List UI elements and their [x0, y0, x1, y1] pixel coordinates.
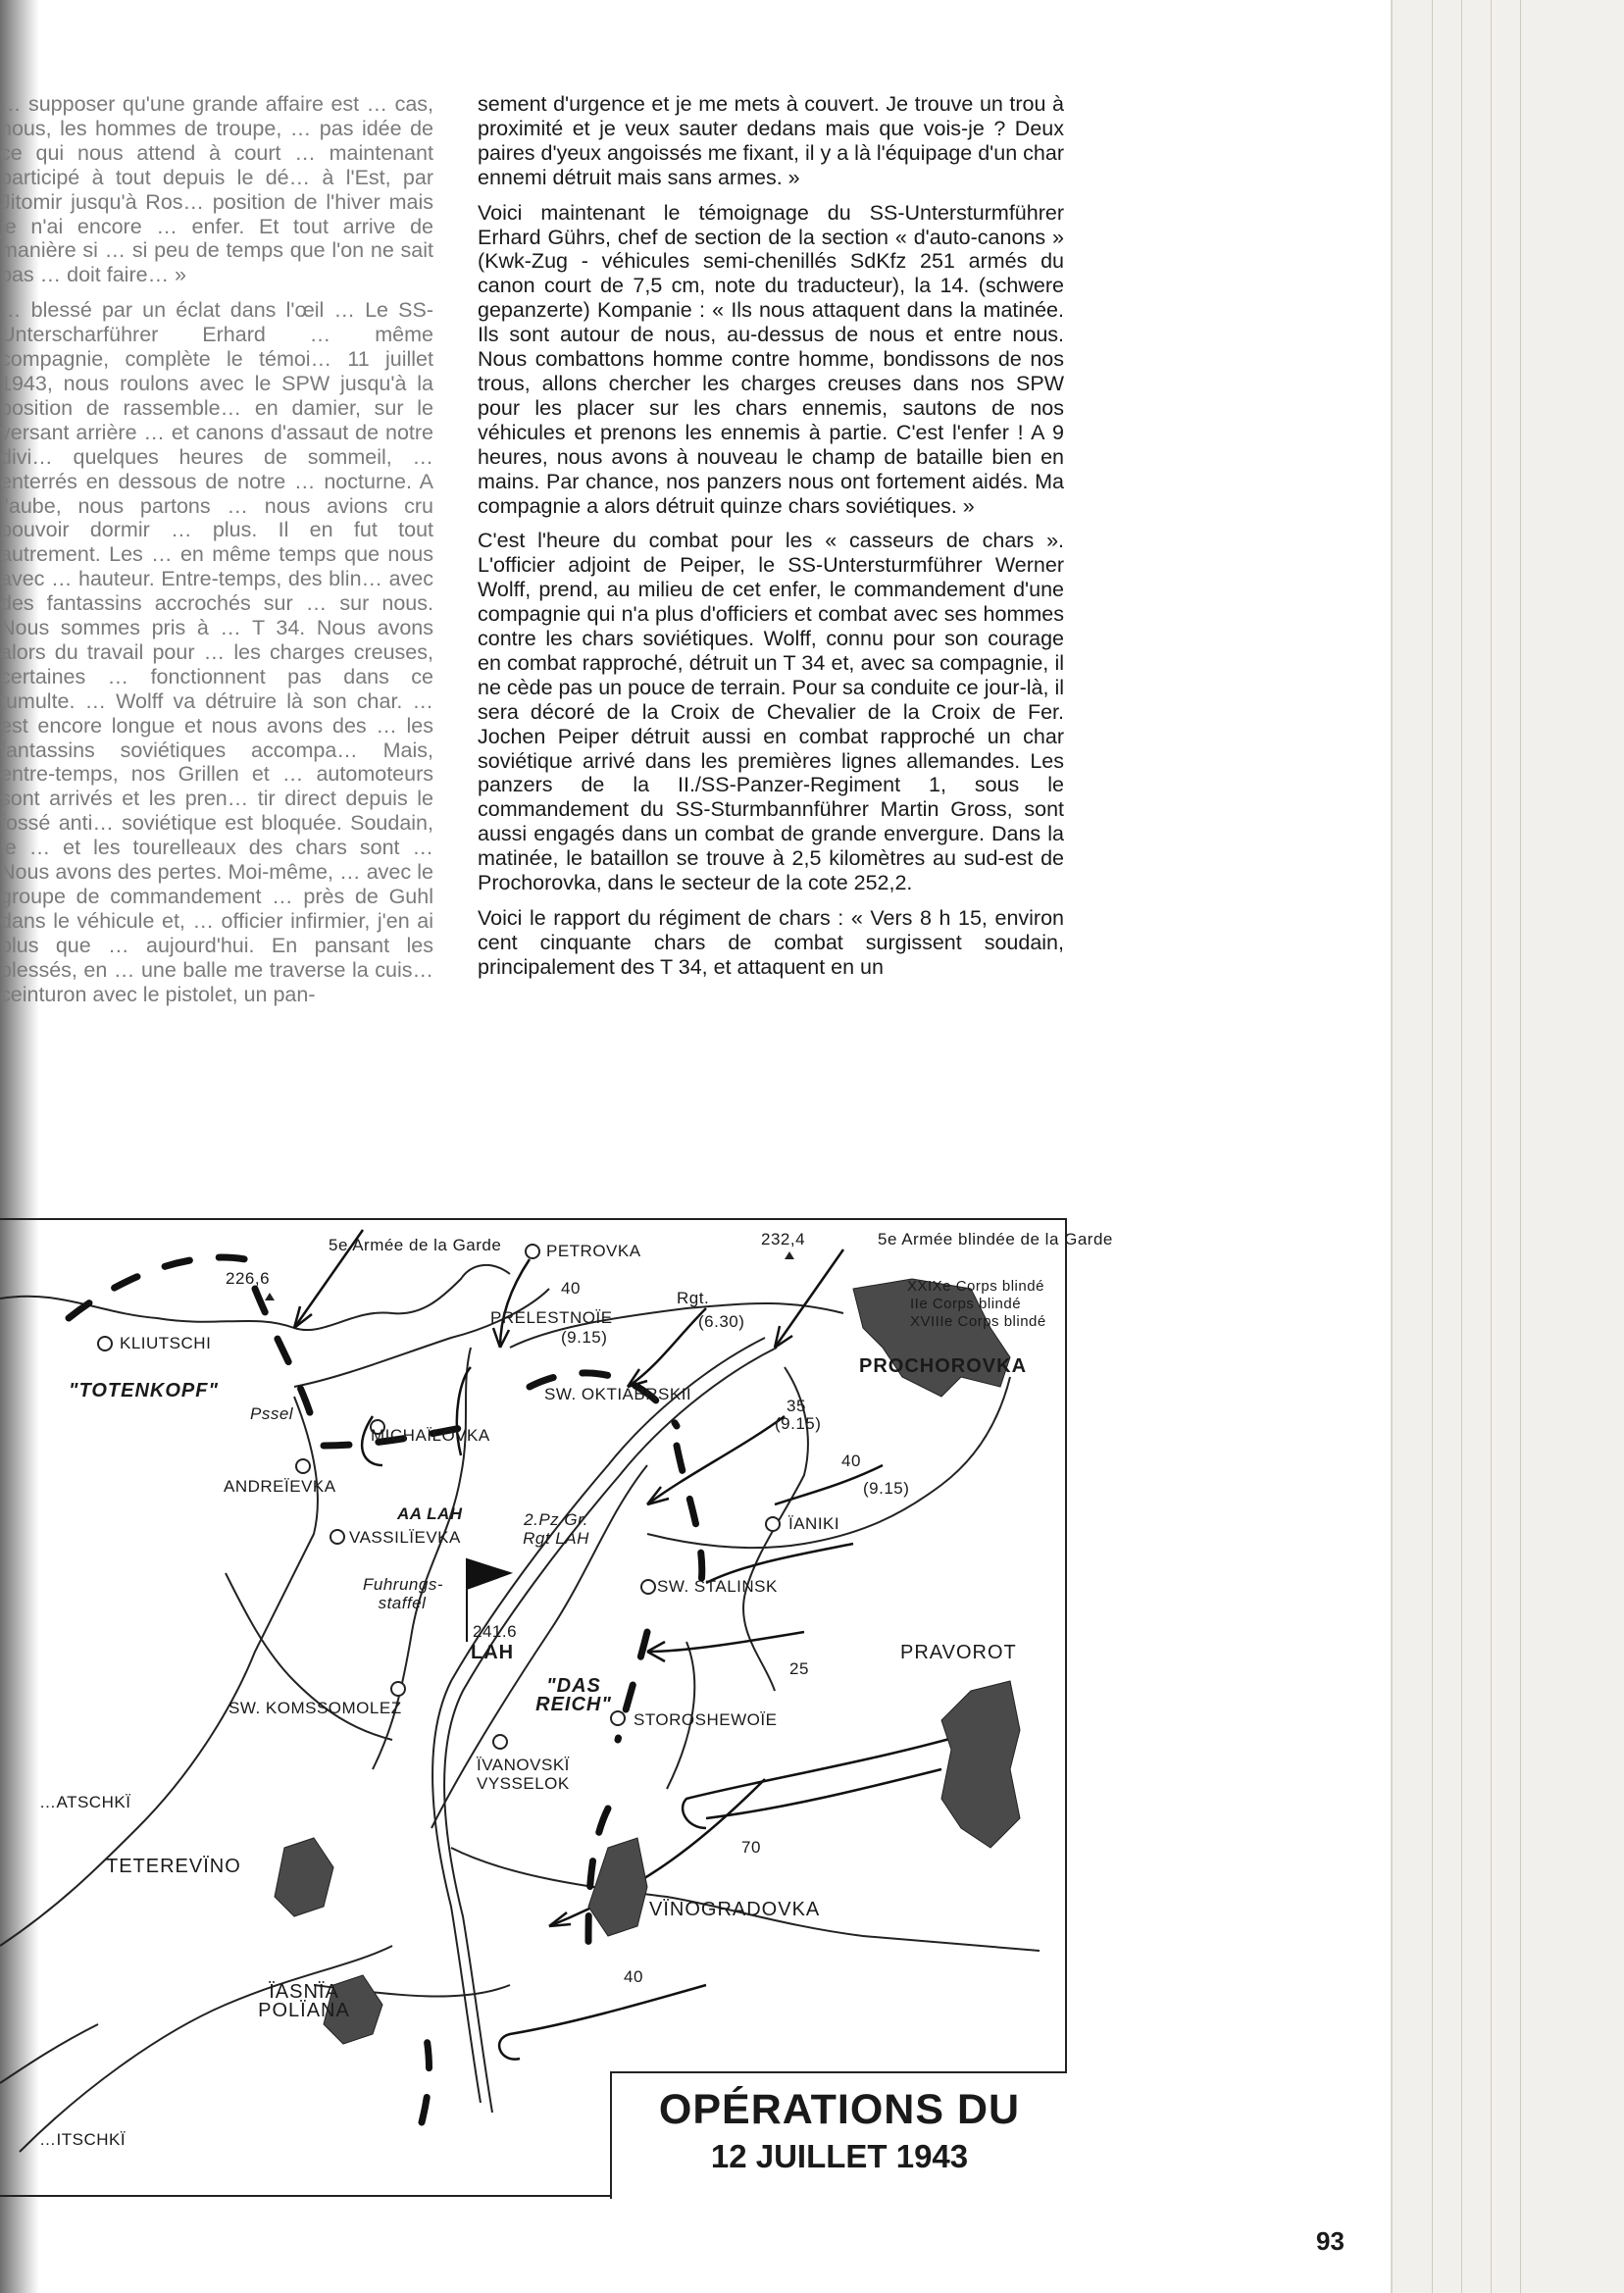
- label-35: 35: [787, 1397, 806, 1415]
- label-fuhrungsstaffel: Fuhrungs-staffel: [363, 1575, 443, 1612]
- paragraph: C'est l'heure du combat pour les « casseurs de chars ». L'officier adjoint de Peiper, le SS-Untersturmführer Werner Wolff, prend, au milieu de cet enfer, le commandement d'une compagnie qui n'a plus d'officiers et combat avec ses hommes contre les chars soviétiques. Wolff, connu pour son courage en combat rapproché, détruit un T 34 et, avec sa compagnie, il ne cède pas un pouce de terrain. Pour sa conduite ce jour-là, il sera décoré de la Croix de Chevalier de la Croix de Fer. Jochen Peiper détruit aussi en combat rapproché un char soviétique arrivé dans les premières lignes allemandes. Les panzers de la II./SS-Panzer-Regiment 1, sous le commandement du SS-Sturmbannführer Martin Gross, sont aussi engagés dans un combat de grande envergure. Dans la matinée, le bataillon se trouve à 2,5 kilomètres au sud-est de Prochorovka, dans le secteur de la cote 252,2.: [478, 529, 1064, 895]
- label-aa-lah: AA LAH: [397, 1504, 463, 1523]
- label-text: XVIIIe Corps blindé: [910, 1313, 1046, 1330]
- label-time-630: (6.30): [698, 1312, 745, 1331]
- label-40a: 40: [561, 1279, 581, 1298]
- label-xviii-corps: [910, 1312, 1046, 1331]
- label-text: IIe Corps blindé: [910, 1296, 1022, 1312]
- label-oktiabrskii: SW. OKTIABRSKII: [544, 1385, 692, 1403]
- operations-map: [0, 1218, 1113, 2197]
- label-andreievka: ANDREÏEVKA: [224, 1477, 336, 1496]
- label-5e-armee-garde: [329, 1236, 501, 1254]
- label-height-226: 226,6: [226, 1269, 271, 1288]
- label-xxix-corps: [907, 1277, 1044, 1296]
- label-vassilievka: VASSILÏEVKA: [349, 1528, 461, 1547]
- label-lah: LAH: [471, 1642, 515, 1663]
- label-40b: 40: [841, 1452, 861, 1470]
- map-title-box: [610, 2071, 1067, 2199]
- label-storoshewoie: STOROSHEWOÏE: [634, 1710, 778, 1729]
- label-40c: 40: [624, 1967, 643, 1986]
- label-kliutschi: KLIUTSCHI: [120, 1334, 212, 1352]
- label-25: 25: [789, 1659, 809, 1678]
- label-time-915b: (9.15): [775, 1414, 822, 1433]
- label-text: 5e Armée blindée de la Garde: [878, 1230, 1113, 1248]
- paragraph: sement d'urgence et je me mets à couvert. Je trouve un trou à proximité et je veux sauter dedans mais que vois-je ? Deux paires d'yeux angoissés me fixant, il y a là l'équipage d'un char ennemi détruit mais sans armes. »: [478, 92, 1064, 189]
- label-stalinsk: SW. STALINSK: [657, 1577, 778, 1596]
- label-5e-armee-blindee: [878, 1230, 1113, 1248]
- book-page-edge: [1391, 0, 1624, 2293]
- label-pssel-river: Pssel: [250, 1404, 294, 1423]
- label-height-2416: 241.6: [473, 1622, 518, 1641]
- label-ivanovski-vysselok: ÏVANOVSKÏ VYSSELOK: [477, 1756, 570, 1793]
- label-iasnia-poliana: ÏASNÏA POLÏANA: [258, 1981, 350, 2021]
- label-das-reich: "DAS REICH": [535, 1675, 612, 1715]
- label-ii-corps: [910, 1295, 1021, 1313]
- label-komssomolez: SW. KOMSSOMOLEZ: [228, 1699, 402, 1717]
- label-70: 70: [741, 1838, 761, 1857]
- label-time-915a: (9.15): [561, 1328, 608, 1347]
- label-pravorot: PRAVOROT: [900, 1642, 1017, 1663]
- map-title-line2: 12 JUILLET 1943: [710, 2138, 969, 2174]
- label-prochorovka: PROCHOROVKA: [859, 1355, 1028, 1377]
- label-time-915c: (9.15): [863, 1479, 910, 1498]
- label-petrovka: PETROVKA: [546, 1242, 641, 1260]
- label-totenkopf: "TOTENKOPF": [69, 1380, 219, 1401]
- label-height-232: 232,4: [761, 1230, 806, 1248]
- label-michailovka: MICHAÏLOVKA: [371, 1426, 490, 1445]
- map-title-line1: OPÉRATIONS DU: [658, 2086, 1021, 2133]
- page-number: 93: [1316, 2226, 1345, 2256]
- label-text: XXIXe Corps blindé: [907, 1278, 1044, 1295]
- paragraph: Voici le rapport du régiment de chars : « Vers 8 h 15, environ cent cinquante chars de combat surgissent soudain, principalement des T 34, et attaquent en un: [478, 906, 1064, 979]
- label-latschki: …ATSCHKÏ: [39, 1793, 131, 1811]
- paragraph: … blessé par un éclat dans l'œil … Le SS-Unterscharführer Erhard … même compagnie, complète le témoi… 11 juillet 1943, nous roulons avec le SPW jusqu'à la position de rassemble… en damier, sur le versant arrière … et canons d'assaut de notre divi… quelques heures de sommeil, … enterrés en dessous de notre … nocturne. A l'aube, nous partons … nous avions cru pouvoir dormir … plus. Il en fut tout autrement. Les … en même temps que nous avec … hauteur. Entre-temps, des blin… avec des fantassins accrochés sur … sur nous. Nous sommes pris à … T 34. Nous avons alors du travail pour … les charges creuses, certaines … fonctionnent pas dans ce tumulte. … Wolff va détruire là son char. … est encore longue et nous avons des … les fantassins soviétiques accompa… Mais, entre-temps, nos Grillen et … automoteurs sont arrivés et les pren… tir direct depuis le fossé anti… soviétique est bloquée. Soudain, le … et les tourelleaux des chars sont … Nous avons des pertes. Moi-même, … avec le groupe de commandement … près de Guhl dans le véhicule et, … officier infirmier, j'en ai plus que … aujourd'hui. En pansant les blessés, en … une balle me traverse la cuis… ceinturon avec le pistolet, un pan-: [0, 298, 433, 1006]
- label-litschki: …ITSCHKÏ: [39, 2130, 127, 2149]
- paragraph: … supposer qu'une grande affaire est … cas, nous, les hommes de troupe, … pas idée de ce qui nous attend à court … maintenant participé à tout depuis le dé… à l'Est, par Jitomir jusqu'à Ros… position de l'hiver mais je n'ai encore … enfer. Et tout arrive de manière si … si peu de temps que l'on ne sait pas … doit faire… »: [0, 92, 433, 287]
- label-vinogradovka: VÏNOGRADOVKA: [649, 1899, 821, 1920]
- paragraph: Voici maintenant le témoignage du SS-Untersturmführer Erhard Gührs, chef de section de la section « d'auto-canons » (Kwk-Zug - véhicules semi-chenillés SdKfz 251 armés du canon court de 7,5 cm, note du traducteur), la 14. (schwere gepanzerte) Kompanie : « Ils nous attaquent dans la matinée. Ils sont autour de nous, au-dessus de nous et entre nous. Nous combattons homme contre homme, bondissons de nos trous, allons chercher les charges creuses dans nos SPW pour les placer sur les chars ennemis, sautons de nos véhicules et prenons les ennemis à partie. C'est l'enfer ! A 9 heures, nous avons à nouveau le champ de bataille bien en mains. Par chance, nos panzers nous ont fortement aidés. Ma compagnie a alors détruit quinze chars soviétiques. »: [478, 200, 1064, 518]
- label-ianiki: ÏANIKI: [788, 1514, 840, 1533]
- text-column-right: [478, 92, 1064, 991]
- label-2pz-gr-rgt-lah: 2.Pz Gr. Rgt LAH: [523, 1510, 589, 1548]
- text-column-left: [0, 92, 433, 1018]
- label-text: 5e Armée de la Garde: [329, 1236, 502, 1254]
- label-prelestnoie: PRELESTNOÏE: [490, 1308, 613, 1327]
- label-rgt: Rgt.: [677, 1289, 710, 1307]
- label-teterevino: TETEREVÏNO: [106, 1856, 241, 1877]
